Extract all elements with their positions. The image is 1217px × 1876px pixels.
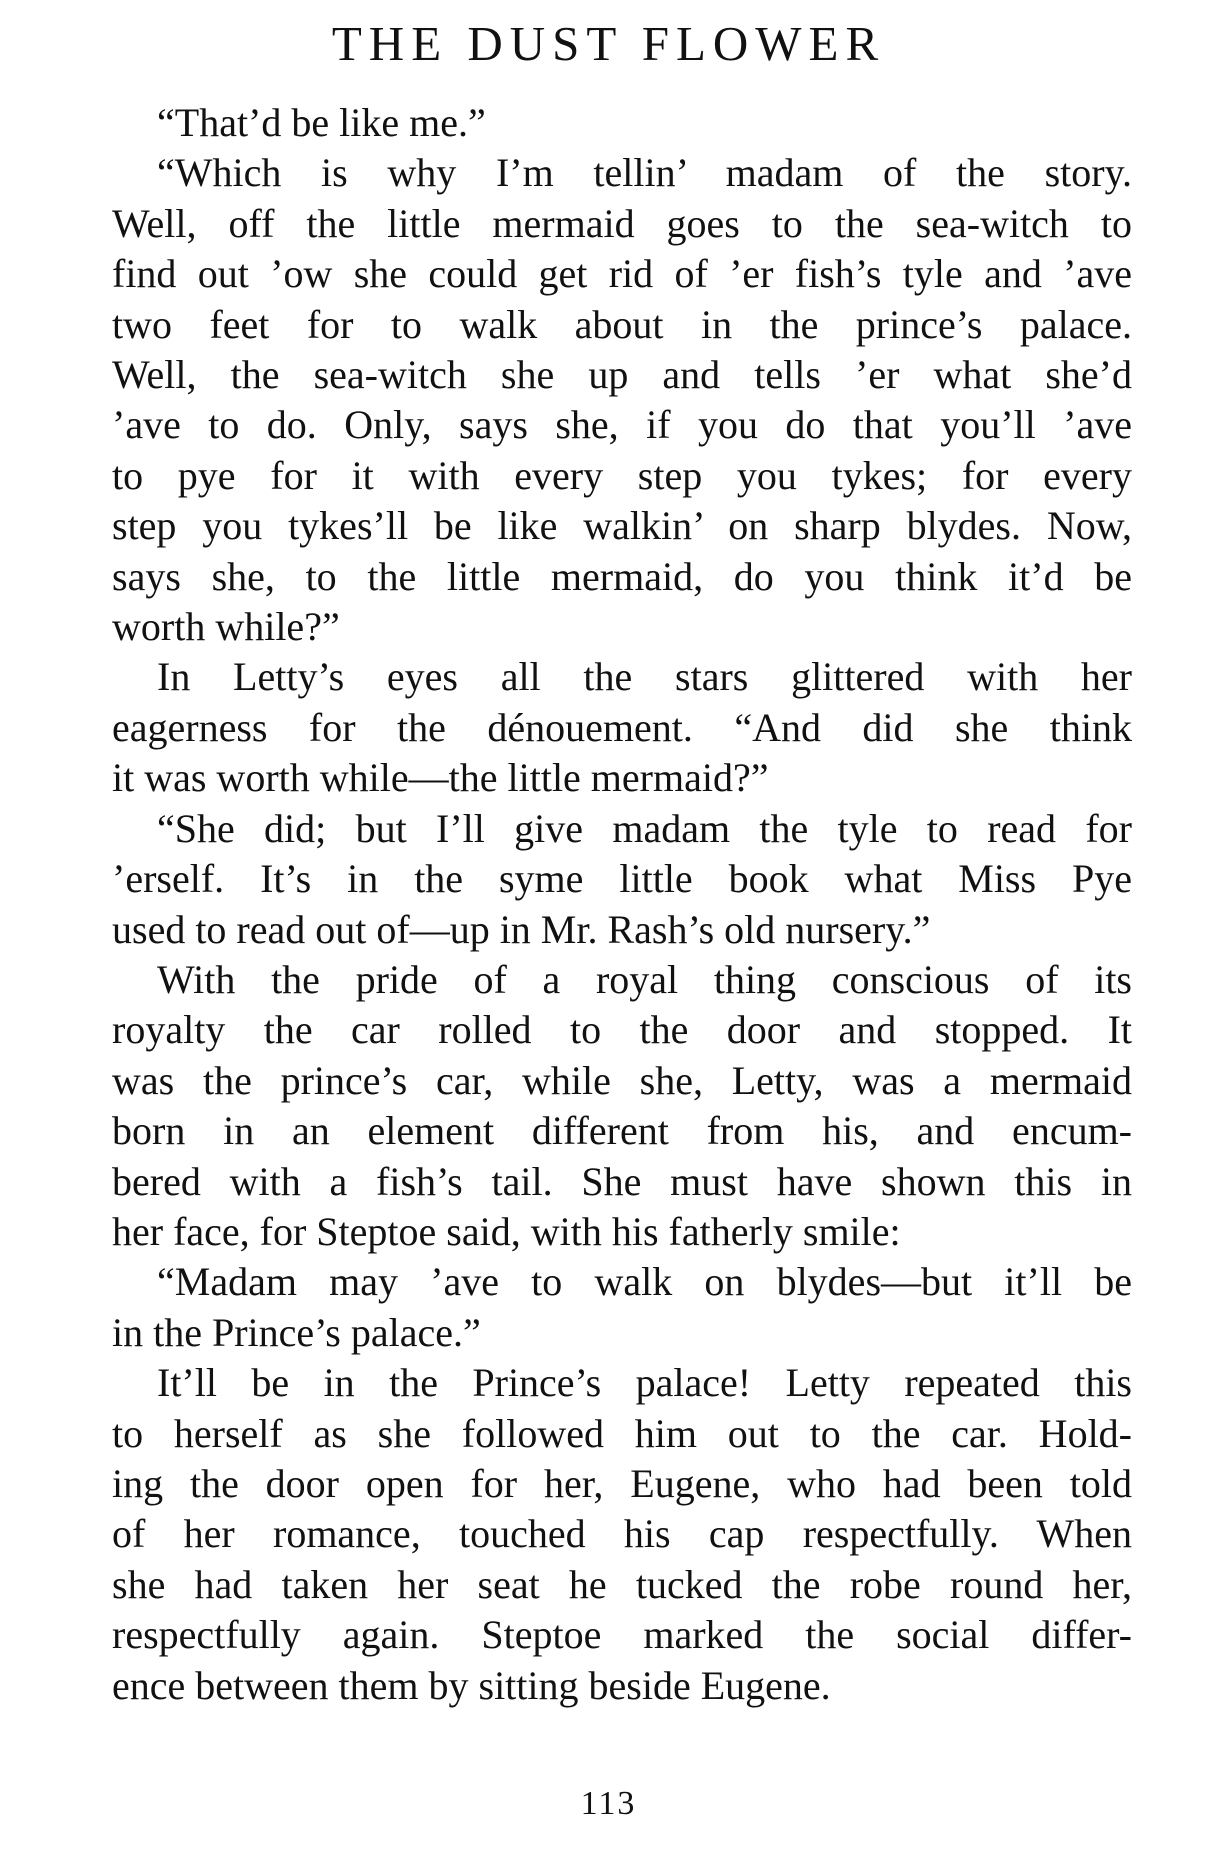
paragraph [112, 1358, 1132, 1711]
text-line: Well, the sea-witch she up and tells ’er what she’d [112, 352, 1132, 398]
text-line: in the Prince’s palace.” [112, 1309, 481, 1355]
text-line: of her romance, touched his cap respectfully. When [112, 1511, 1132, 1557]
text-line: With the pride of a royal thing conscious of its [157, 956, 1132, 1002]
text-line: two feet for to walk about in the prince’s palace. [112, 301, 1132, 347]
paragraph [112, 804, 1132, 955]
text-line: ence between them by sitting beside Eugene. [112, 1662, 831, 1708]
paragraph [112, 652, 1132, 803]
paragraph [112, 955, 1132, 1257]
text-line: bered with a fish’s tail. She must have shown this in [112, 1158, 1132, 1204]
text-line: “Which is why I’m tellin’ madam of the story. [157, 150, 1132, 196]
text-line: says she, to the little mermaid, do you think it’d be [112, 553, 1132, 599]
text-line: her face, for Steptoe said, with his fatherly smile: [112, 1208, 901, 1254]
text-line: Well, off the little mermaid goes to the sea-witch to [112, 200, 1132, 246]
text-line: “She did; but I’ll give madam the tyle to read for [157, 805, 1132, 851]
text-line: she had taken her seat he tucked the robe round her, [112, 1561, 1132, 1607]
text-line: was the prince’s car, while she, Letty, was a mermaid [112, 1057, 1132, 1103]
text-line: find out ’ow she could get rid of ’er fish’s tyle and ’ave [112, 251, 1132, 297]
text-line: to pye for it with every step you tykes; for every [112, 452, 1132, 498]
running-head: THE DUST FLOWER [331, 16, 886, 71]
text-line: ’erself. It’s in the syme little book what Miss Pye [112, 856, 1132, 902]
text-line: worth while?” [112, 604, 340, 650]
text-line: it was worth while—the little mermaid?” [112, 755, 769, 801]
text-line: ing the door open for her, Eugene, who had been told [112, 1460, 1132, 1506]
text-line: “That’d be like me.” [157, 100, 486, 145]
paragraph [112, 98, 1132, 148]
body-text [112, 98, 1132, 1711]
text-line: step you tykes’ll be like walkin’ on sharp blydes. Now, [112, 503, 1132, 549]
text-line: to herself as she followed him out to the car. Hold- [112, 1410, 1132, 1456]
paragraph [112, 148, 1132, 652]
text-line: royalty the car rolled to the door and stopped. It [112, 1007, 1132, 1053]
text-line: born in an element different from his, and encum- [112, 1108, 1132, 1154]
text-line: eagerness for the dénouement. “And did she think [112, 704, 1132, 750]
page-number: 113 [580, 1785, 637, 1822]
text-line: In Letty’s eyes all the stars glittered with her [157, 654, 1132, 700]
paragraph [112, 1257, 1132, 1358]
text-line: respectfully again. Steptoe marked the social differ- [112, 1612, 1132, 1658]
text-line: “Madam may ’ave to walk on blydes—but it’ll be [157, 1259, 1132, 1305]
text-line: used to read out of—up in Mr. Rash’s old nursery.” [112, 906, 931, 952]
text-line: ’ave to do. Only, says she, if you do that you’ll ’ave [112, 402, 1132, 448]
text-line: It’ll be in the Prince’s palace! Letty repeated this [157, 1360, 1132, 1406]
